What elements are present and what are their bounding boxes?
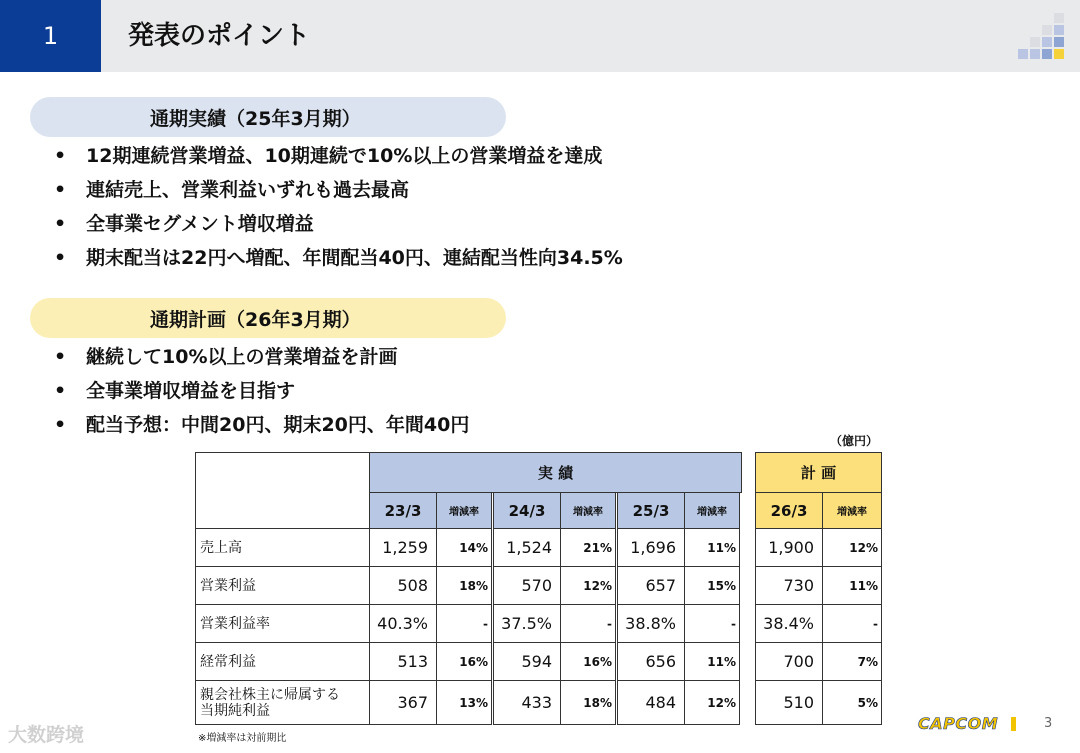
value-cell: 37.5% <box>493 604 561 643</box>
footnote: ※増減率は対前期比 <box>198 733 287 744</box>
value-cell: 367 <box>369 680 437 725</box>
rate-cell: 11% <box>822 566 882 605</box>
value-cell: 1,900 <box>755 528 823 567</box>
value-cell: 484 <box>617 680 685 725</box>
bullet-dot-icon: • <box>54 179 67 201</box>
rate-header: 増減率 <box>822 492 882 529</box>
value-cell: 700 <box>755 642 823 681</box>
bullet-dot-icon: • <box>54 145 67 167</box>
bullet-dot-icon: • <box>54 380 67 402</box>
capcom-logo: CAPCOM <box>918 714 999 733</box>
value-cell: 1,696 <box>617 528 685 567</box>
bullet-item <box>54 340 469 374</box>
rate-cell: - <box>684 604 740 643</box>
rate-header: 増減率 <box>684 492 740 529</box>
bullet-item <box>54 173 623 207</box>
value-cell: 510 <box>755 680 823 725</box>
bullet-text: 期末配当は22円へ増配、年間配当40円、連結配当性向34.5% <box>86 247 623 269</box>
bullet-dot-icon: • <box>54 213 67 235</box>
rate-cell: - <box>822 604 882 643</box>
year-header: 24/3 <box>493 492 561 529</box>
value-cell: 40.3% <box>369 604 437 643</box>
rate-cell: 21% <box>560 528 616 567</box>
value-cell: 1,524 <box>493 528 561 567</box>
rate-cell: 12% <box>560 566 616 605</box>
plan-group-header: 計 画 <box>755 452 882 493</box>
rate-cell: 5% <box>822 680 882 725</box>
rate-cell: 15% <box>684 566 740 605</box>
pixel-blocks-icon <box>1018 13 1070 63</box>
year-header: 25/3 <box>617 492 685 529</box>
watermark: 大数跨境 <box>8 724 85 746</box>
rate-cell: 11% <box>684 642 740 681</box>
rate-header: 増減率 <box>436 492 492 529</box>
value-cell: 433 <box>493 680 561 725</box>
value-cell: 508 <box>369 566 437 605</box>
actual-results-heading: 通期実績（25年3月期） <box>30 97 506 137</box>
plan-heading: 通期計画（26年3月期） <box>30 298 506 338</box>
row-label: 売上高 <box>195 528 370 567</box>
plan-bullets <box>54 340 469 442</box>
bullet-text: 全事業セグメント増収増益 <box>86 213 314 235</box>
value-cell: 513 <box>369 642 437 681</box>
slide-header <box>0 0 1080 72</box>
bullet-item <box>54 241 623 275</box>
rate-cell: 14% <box>436 528 492 567</box>
rate-cell: 18% <box>436 566 492 605</box>
row-label: 親会社株主に帰属する 当期純利益 <box>195 680 370 725</box>
rate-cell: 11% <box>684 528 740 567</box>
bullet-text: 連結売上、営業利益いずれも過去最高 <box>86 179 410 201</box>
rate-cell: 18% <box>560 680 616 725</box>
bullet-dot-icon: • <box>54 247 67 269</box>
value-cell: 730 <box>755 566 823 605</box>
rate-cell: - <box>436 604 492 643</box>
row-label: 営業利益率 <box>195 604 370 643</box>
rate-cell: 16% <box>436 642 492 681</box>
row-label: 営業利益 <box>195 566 370 605</box>
unit-label: （億円） <box>830 434 879 448</box>
bullet-dot-icon: • <box>54 346 67 368</box>
rate-header: 増減率 <box>560 492 616 529</box>
value-cell: 656 <box>617 642 685 681</box>
value-cell: 594 <box>493 642 561 681</box>
value-cell: 38.8% <box>617 604 685 643</box>
page-title: 発表のポイント <box>128 21 311 51</box>
actual-results-bullets <box>54 139 623 275</box>
value-cell: 657 <box>617 566 685 605</box>
rate-cell: 13% <box>436 680 492 725</box>
rate-cell: - <box>560 604 616 643</box>
bullet-item <box>54 374 469 408</box>
section-number: 1 <box>0 0 101 72</box>
capcom-logo-bar <box>1011 717 1016 731</box>
bullet-item <box>54 139 623 173</box>
year-header: 23/3 <box>369 492 437 529</box>
bullet-dot-icon: • <box>54 414 67 436</box>
rate-cell: 12% <box>822 528 882 567</box>
bullet-text: 配当予想：中間20円、期末20円、年間40円 <box>86 414 470 436</box>
page-number: 3 <box>1044 716 1053 731</box>
actual-group-header: 実 績 <box>369 452 742 493</box>
bullet-item <box>54 408 469 442</box>
rate-cell: 16% <box>560 642 616 681</box>
value-cell: 570 <box>493 566 561 605</box>
bullet-item <box>54 207 623 241</box>
rate-cell: 12% <box>684 680 740 725</box>
bullet-text: 全事業増収増益を目指す <box>86 380 296 402</box>
value-cell: 38.4% <box>755 604 823 643</box>
rate-cell: 7% <box>822 642 882 681</box>
year-header: 26/3 <box>755 492 823 529</box>
bullet-text: 12期連続営業増益、10期連続で10%以上の営業増益を達成 <box>86 145 603 167</box>
value-cell: 1,259 <box>369 528 437 567</box>
bullet-text: 継続して10%以上の営業増益を計画 <box>86 346 398 368</box>
table-corner-cell <box>195 452 370 529</box>
row-label: 経常利益 <box>195 642 370 681</box>
